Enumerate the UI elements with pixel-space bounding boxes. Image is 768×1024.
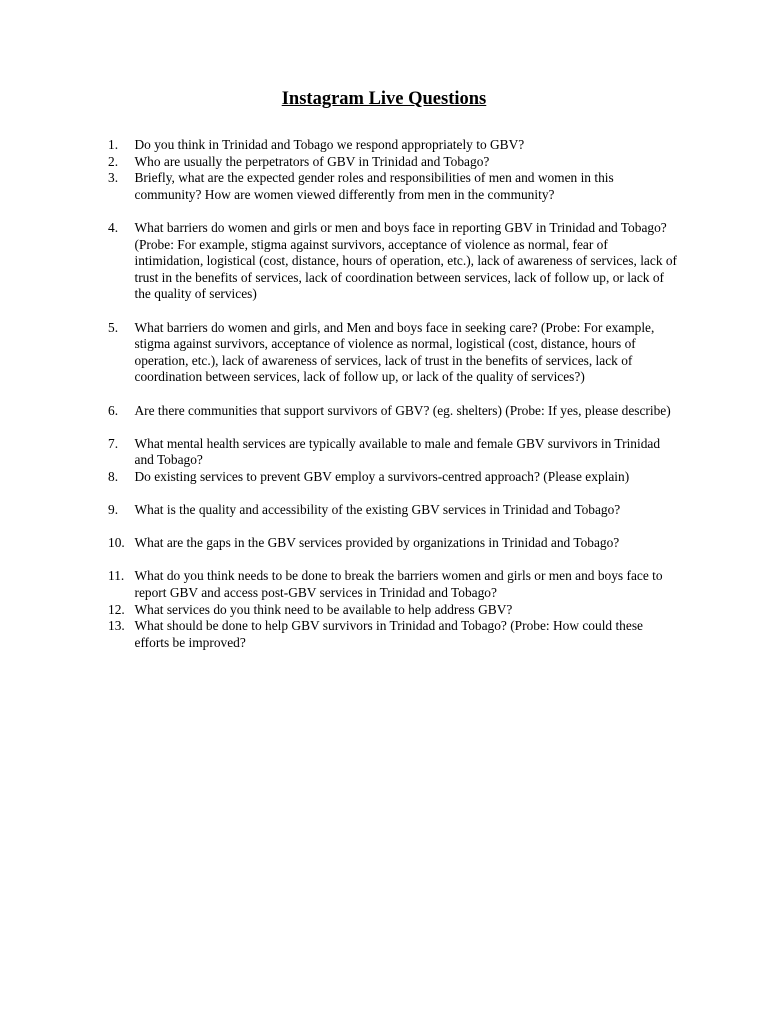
question-number: 5.	[108, 319, 119, 335]
question-text: Briefly, what are the expected gender roles and responsibilities of men and women in this community? How are women viewed differently from men in the community?	[134, 170, 614, 202]
question-item-5	[108, 320, 678, 386]
question-text: Who are usually the perpetrators of GBV in Trinidad and Tobago?	[134, 153, 490, 169]
question-number: 8.	[108, 468, 119, 484]
question-text: What barriers do women and girls or men and boys face in reporting GBV in Trinidad and Tobago? (Probe: For example, stigma against survivors, acceptance of violence as normal, fear of intimidation, logistical (cost, distance, hours of operation, etc.), lack of awareness of services, lack of trust in the benefits of services, lack of coordination between services, lack of follow up, or lack of the quality of services)	[134, 219, 678, 302]
question-number: 2.	[108, 153, 119, 169]
question-text: What services do you think need to be available to help address GBV?	[134, 601, 513, 617]
question-text: What barriers do women and girls, and Men and boys face in seeking care? (Probe: For example, stigma against survivors, acceptance of violence as normal, logistical (cost, distance, hours of operation, etc.), lack of awareness of services, lack of trust in the benefits of services, lack of coordination between services, lack of follow up, or lack of the quality of services?)	[134, 319, 655, 385]
question-item-3	[108, 170, 678, 203]
question-item-8	[108, 469, 678, 486]
question-number: 10.	[108, 535, 125, 551]
question-text: Do you think in Trinidad and Tobago we respond appropriately to GBV?	[134, 137, 525, 152]
document-title: Instagram Live Questions	[281, 89, 487, 109]
question-item-10	[108, 535, 678, 552]
question-number: 9.	[108, 502, 119, 518]
question-number: 6.	[108, 402, 119, 418]
question-number: 4.	[108, 219, 119, 235]
question-item-1	[108, 137, 678, 154]
question-item-7	[108, 436, 678, 469]
question-text: What are the gaps in the GBV services provided by organizations in Trinidad and Tobago?	[134, 535, 620, 551]
question-item-12	[108, 602, 678, 619]
question-text: What mental health services are typically available to male and female GBV survivors in Trinidad and Tobago?	[134, 435, 661, 468]
question-text: Are there communities that support survivors of GBV? (eg. shelters) (Probe: If yes, please describe)	[134, 402, 671, 418]
question-number: 11.	[108, 568, 125, 584]
question-number: 7.	[108, 435, 119, 451]
question-text: What should be done to help GBV survivors in Trinidad and Tobago? (Probe: How could these efforts be improved?	[134, 618, 643, 650]
question-item-6	[108, 403, 678, 420]
question-text: What do you think needs to be done to break the barriers women and girls or men and boys face to report GBV and access post-GBV services in Trinidad and Tobago?	[134, 568, 663, 601]
question-item-4	[108, 220, 678, 303]
question-item-11	[108, 568, 678, 601]
question-number: 13.	[108, 618, 125, 634]
question-item-2	[108, 154, 678, 171]
question-list	[108, 137, 678, 651]
question-number: 1.	[108, 137, 119, 152]
question-number: 3.	[108, 170, 119, 186]
question-item-13	[108, 618, 678, 651]
question-text: Do existing services to prevent GBV employ a survivors-centred approach? (Please explain)	[134, 468, 630, 484]
question-number: 12.	[108, 601, 125, 617]
question-item-9	[108, 502, 678, 519]
question-text: What is the quality and accessibility of the existing GBV services in Trinidad and Tobago?	[134, 502, 621, 518]
